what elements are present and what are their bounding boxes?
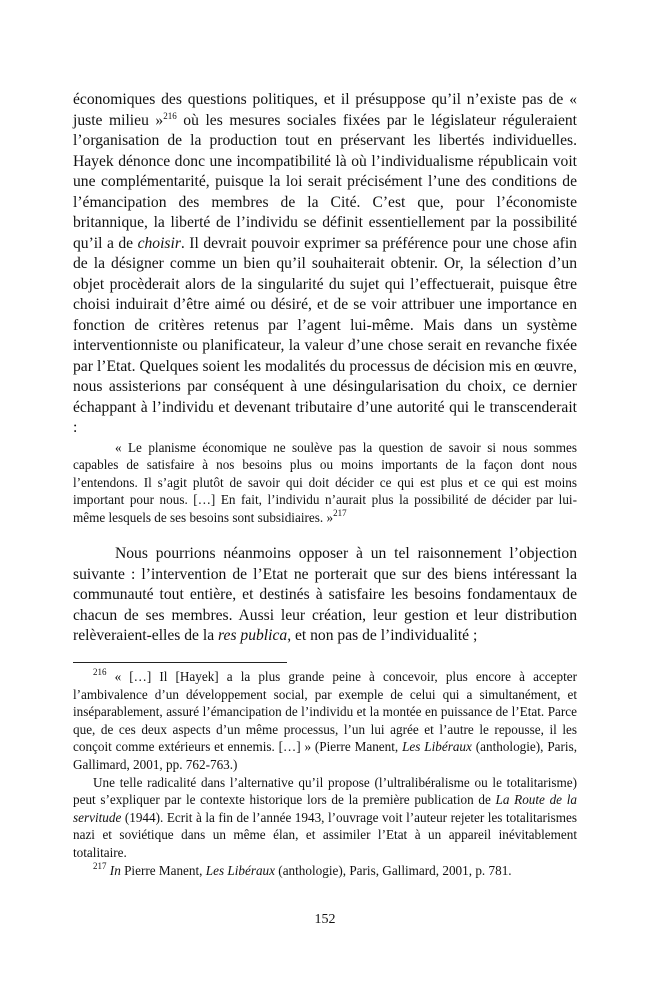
paragraph-1-emphasis: choisir — [137, 234, 181, 252]
footnote-216-emphasis: Les Libéraux — [402, 739, 472, 755]
footnote-217-text-a: Pierre Manent, — [120, 862, 206, 878]
footnote-217-text-b: (anthologie), Paris, Gallimard, 2001, p. 781. — [275, 862, 512, 878]
footnote-ref-217: 217 — [333, 507, 347, 518]
paragraph-1-text-a: économiques des questions politiques, et il présuppose qu’il n’existe pas de « juste milieu » — [73, 91, 577, 129]
footnote-separator — [73, 662, 287, 663]
footnote-217-emphasis: In — [109, 862, 121, 878]
footnote-ref-216: 216 — [163, 110, 177, 121]
paragraph-1-text-b: où les mesures sociales fixées par le législateur réguleraient l’organisation de la production tout en préservant les libertés individuelles. Hayek dénonce donc une incompatibilité là où l’individualisme républicain voit une complémentarité, puisque la loi serait précisément l’une des conditions de l’émancipation des membres de la Cité. C’est que, pour l’économiste britannique, la liberté de l’individu se définit essentiellement par la possibilité qu’il a de — [73, 111, 577, 252]
paragraph-1 — [73, 90, 577, 439]
footnote-217-number: 217 — [93, 860, 107, 871]
footnote-216-text-a: « […] Il [Hayek] a la plus grande peine à concevoir, plus encore à accepter l’ambivalence d’un développement social, par exemple de celui qui a simultanément, et inséparablement, assuré l’émancipation de l’individu et la montée en puissance de l’Etat. Parce que, de ces deux aspects d’un même processus, l’un lui agrée et l’autre le repousse, il les conçoit comme extérieurs et ennemis. […] » (Pierre Manent, — [73, 669, 577, 755]
footnote-216 — [73, 668, 577, 774]
footnote-216-text-b: (anthologie), Paris, Gallimard, 2001, pp. 762-763.) — [73, 739, 577, 772]
footnote-216-text-d: (1944). Ecrit à la fin de l’année 1943, l’ouvrage voit l’auteur rejeter les totalitarismes nazi et soviétique dans un même élan, et assimiler l’Etat à un appareil inévitablement totalitaire. — [73, 809, 577, 860]
paragraph-2-text-b: , et non pas de l’individualité ; — [287, 627, 478, 644]
footnotes — [73, 668, 577, 879]
paragraph-1-text-c: . Il devrait pouvoir exprimer sa préférence pour une chose afin de la désigner comme un bien qu’il souhaiterait obtenir. Or, la sélection d’un objet procèderait alors de la singularité du sujet qui l’effectuerait, puisque être choisi induirait d’être aimé ou désiré, et de se voir attribuer une importance en fonction de critères retenus par l’agent lui-même. Mais dans un système interventionniste ou planificateur, la valeur d’une chose serait en revanche fixée par l’Etat. Quelques soient les modalités du processus de décision mis en œuvre, nous assisterions par conséquent à une désingularisation du choix, ce dernier échappant à l’individu et devenant tributaire d’une autorité qui le transcenderait : — [73, 234, 577, 436]
footnote-217-emphasis-2: Les Libéraux — [205, 862, 275, 878]
block-quote-text: « Le planisme économique ne soulève pas la question de savoir si nous sommes capables de satisfaire à nos besoins plus ou moins importants de la façon dont nous l’entendons. Il s’agit plutôt de savoir qui doit décider ce qui est plus et ce qui est moins important pour nous. […] En fait, l’individu n’aurait plus la possibilité de décider par lui-même lesquels de ses besoins sont subsidiaires. » — [73, 439, 577, 525]
footnote-216-emphasis-2: La Route de la servitude — [73, 792, 577, 825]
page-number: 152 — [314, 912, 336, 927]
footnote-216-number: 216 — [93, 667, 107, 677]
paragraph-2 — [73, 544, 577, 647]
footnote-216-continued — [73, 774, 577, 862]
block-quote — [73, 439, 577, 527]
footnote-217 — [73, 862, 577, 880]
main-text — [73, 90, 577, 647]
paragraph-2-emphasis: res publica — [218, 627, 288, 644]
footnote-216-text-c: Une telle radicalité dans l’alternative qu’il propose (l’ultralibéralisme ou le totalitarisme) peut s’expliquer par le contexte historique lors de la première publication de — [73, 774, 577, 808]
paragraph-2-text-a: Nous pourrions néanmoins opposer à un tel raisonnement l’objection suivante : l’intervention de l’Etat ne porterait que sur des biens intéressant la communauté tout entière, et destinés à satisfaire les besoins fondamentaux de chacun de ses membres. Aussi leur création, leur gestion et leur distribution relèveraient-elles de la — [73, 545, 577, 644]
